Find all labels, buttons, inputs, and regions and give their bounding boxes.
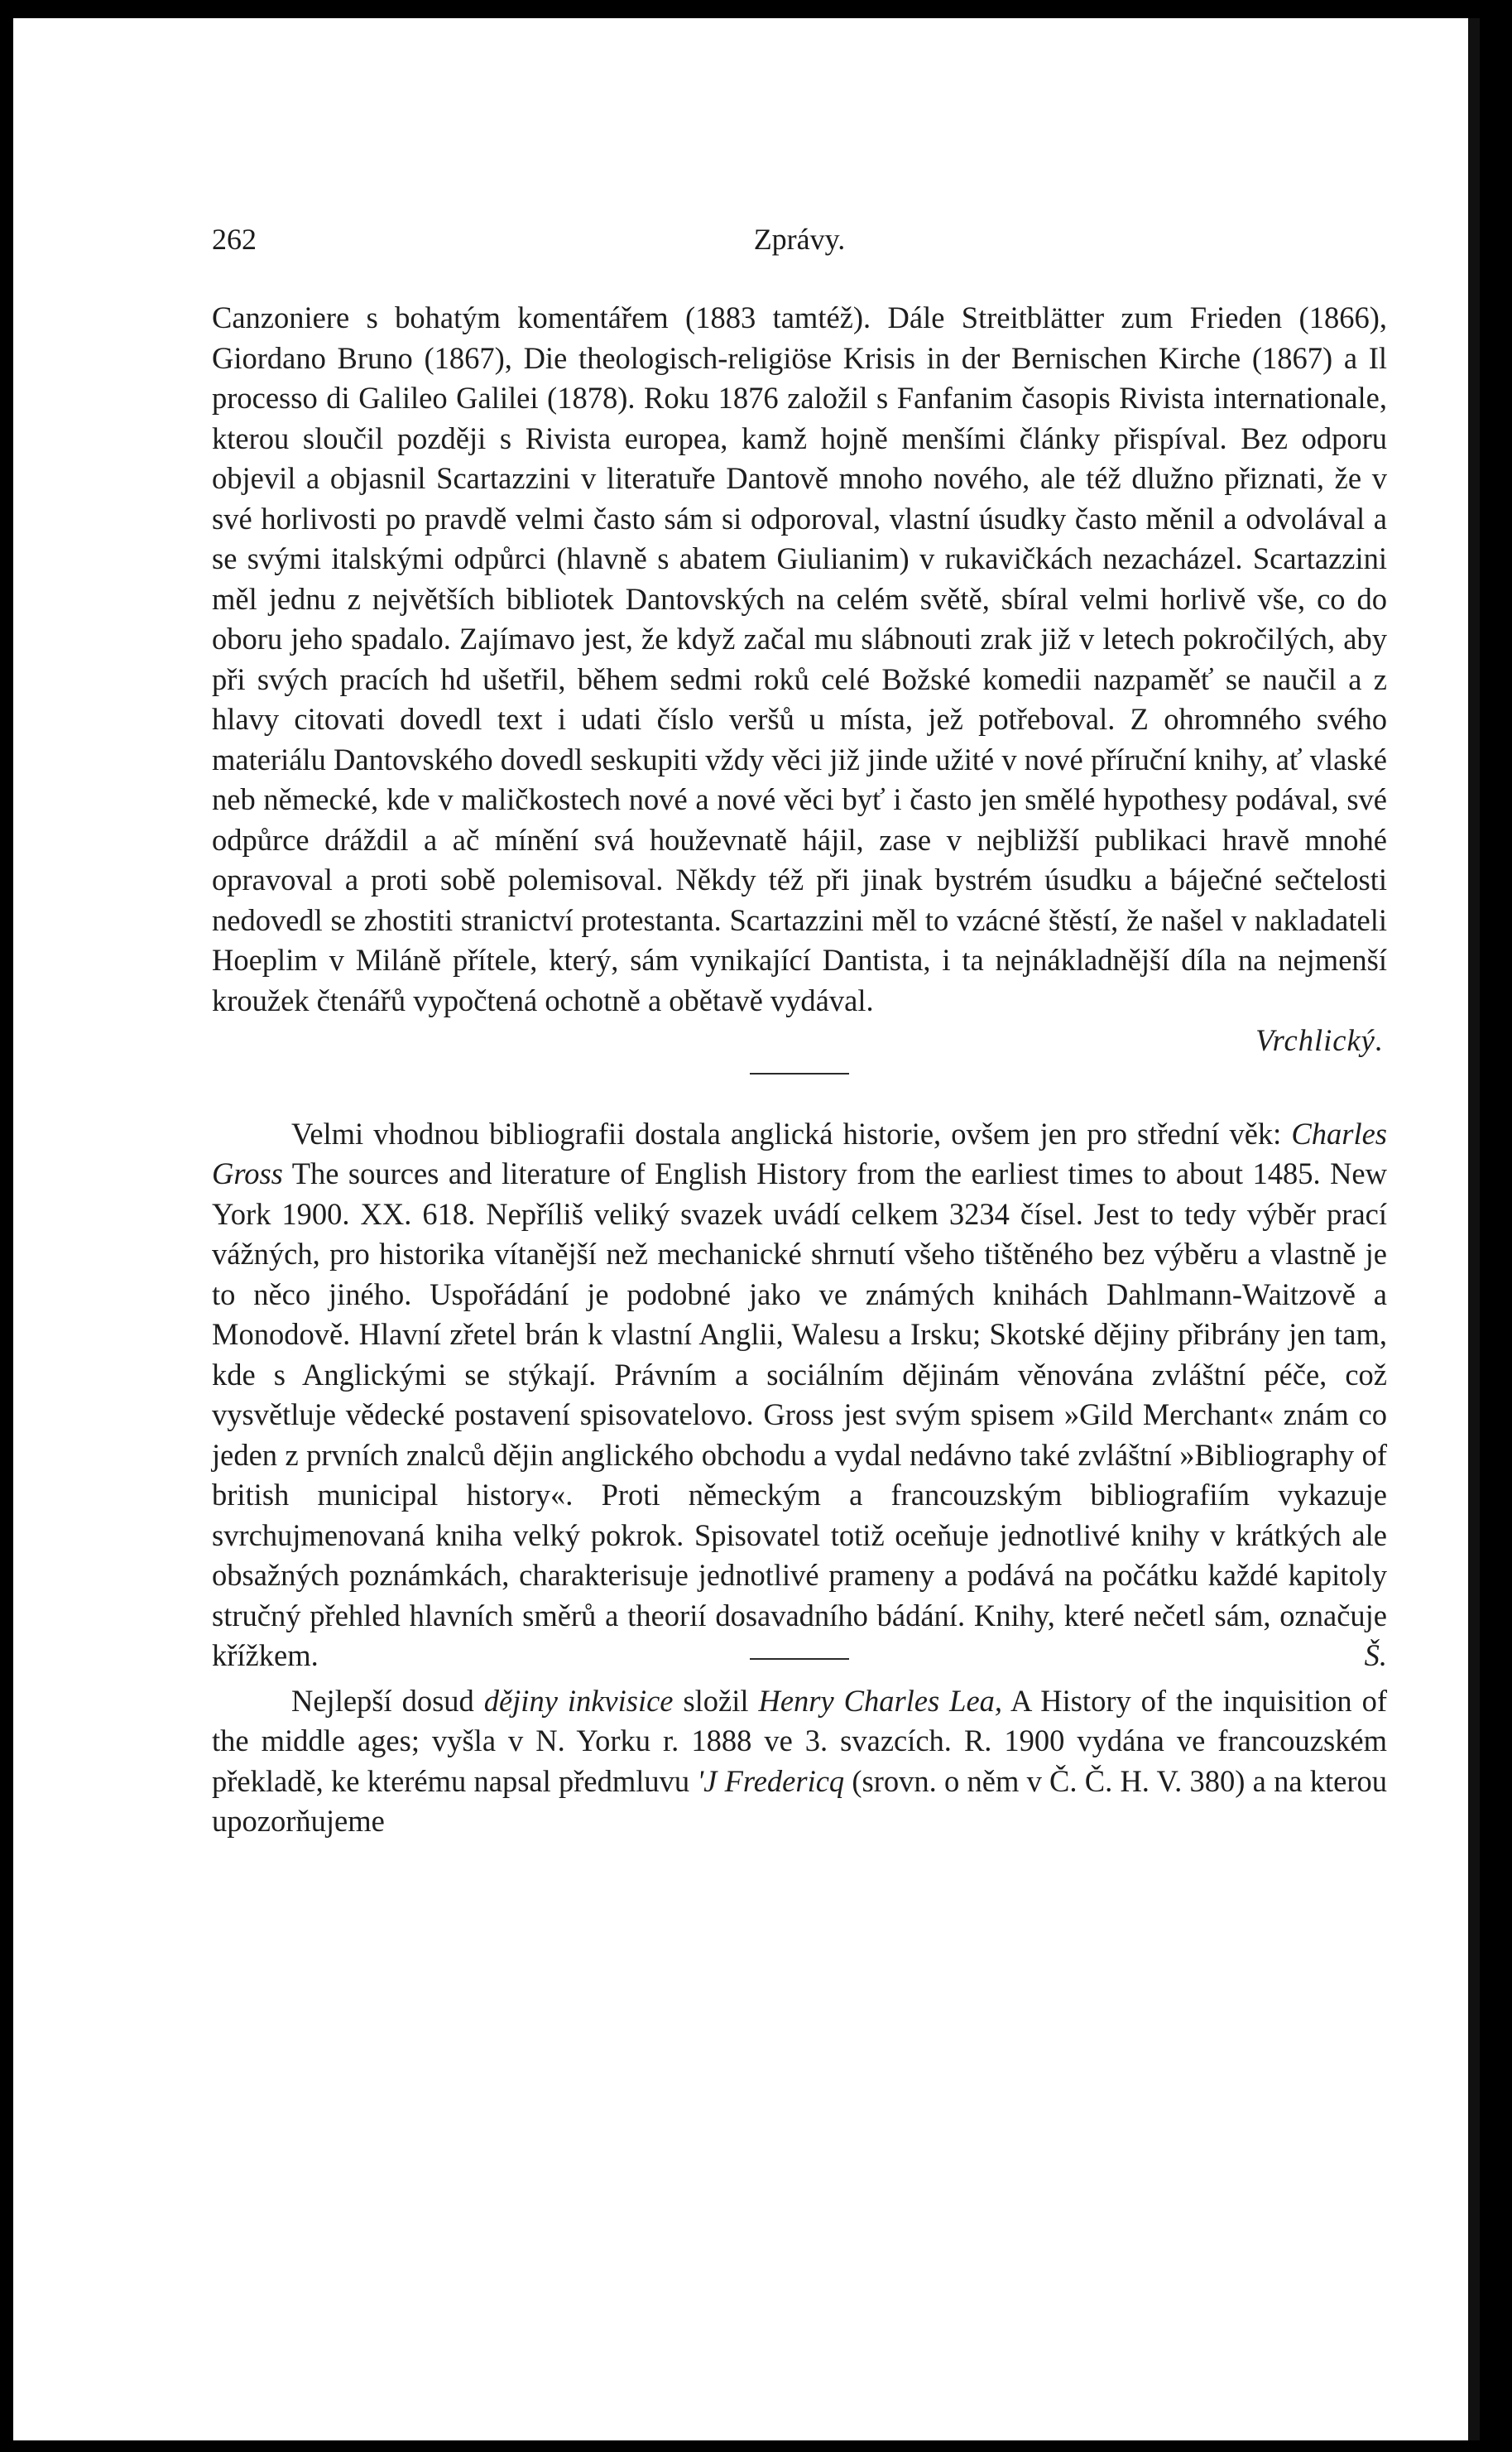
- page-number: 262: [212, 223, 257, 256]
- gross-text-before: Velmi vhodnou bibliografii dostala anglická historie, ovšem jen pro střední věk:: [291, 1116, 1292, 1151]
- paragraph-scartazzini: Canzoniere s bohatým komentářem (1883 tamtéž). Dále Streitblätter zum Frieden (1866), Giordano Bruno (1867), Die theologisch-religiöse Krisis in der Bernischen Kirche (1867) a Il processo di Galileo Galilei (1878). Roku 1876 založil s Fanfanim časopis Rivista internationale, kterou sloučil později s Rivista europea, kamž hojně menšími články přispíval. Bez odporu objevil a objasnil Scartazzini v literatuře Dantově mnoho nového, ale též dlužno přiznati, že v své horlivosti po pravdě velmi často sám si odporoval, vlastní úsudky často měnil a odvolával a se svými italskými odpůrci (hlavně s abatem Giulianim) v rukavičkách nezacházel. Scartazzini měl jednu z největších bibliotek Dantovských na celém světě, sbíral velmi horlivě vše, co do oboru jeho spadalo. Zajímavo jest, že když začal mu slábnouti zrak již v letech pokročilých, aby při svých pracích hd ušetřil, během sedmi roků celé Božské komedii nazpaměť se naučil a z hlavy citovati dovedl text i udati číslo veršů u místa, jež potřeboval. Z ohromného svého materiálu Dantovského dovedl seskupiti vždy věci již jinde užité v nové příruční knihy, ať vlaské neb německé, kde v maličkostech nové a nové věci byť i často jen smělé hypothesy podával, své odpůrce dráždil a ač mínění svá houževnatě hájil, zase v nejbližší publikaci hravě mnohé opravoval a proti sobě polemisoval. Někdy též při jinak bystrém úsudku a báječné sečtelosti nedovedl se zhostiti stranictví protestanta. Scartazzini měl to vzácné štěstí, že našel v nakladateli Hoeplim v Miláně přítele, který, sám vynikající Dantista, i ta nejnákladnější díla na nejmenší kroužek čtenářů vypočtená ochotně a obětavě vydával.: [212, 300, 1387, 1017]
- page-body: [212, 298, 1387, 1842]
- author-charles-gross: Charles Gross: [212, 1116, 1387, 1190]
- author-henry-charles-lea: Henry Charles Lea,: [758, 1683, 1003, 1718]
- inquisition-text-2: složil: [673, 1683, 759, 1718]
- section-divider: [750, 1658, 849, 1660]
- inquisition-text-1: Nejlepší dosud: [291, 1683, 484, 1718]
- inquisition-text-4: (srovn. o něm v Č. Č. H. V. 380) a na kterou upozorňujeme: [212, 1763, 1387, 1838]
- signature-vrchlicky: Vrchlický.: [1255, 1023, 1384, 1057]
- title-dejiny-inkvisice: dějiny inkvisice: [483, 1683, 674, 1718]
- running-title: Zprávy.: [753, 223, 846, 256]
- signature-s: Š.: [1364, 1638, 1387, 1672]
- signature-line: [212, 1021, 1387, 1061]
- page-header: [212, 222, 1387, 272]
- book-page: [13, 18, 1480, 2440]
- paragraph-inquisition: [212, 1681, 1387, 1842]
- gross-text-after: The sources and literature of English History from the earliest times to about 1485. New York 1900. XX. 618. Nepříliš veliký svazek uvádí celkem 3234 čísel. Jest to tedy výběr prací vážných, pro historika vítanější než mechanické shrnutí všeho tištěného bez výběru a vlastně je to něco jiného. Uspořádání je podobné jako ve známých knihách Dahlmann-Waitzově a Monodově. Hlavní zřetel brán k vlastní Anglii, Walesu a Irsku; Skotské dějiny přibrány jen tam, kde s Anglickými se stýkají. Právním a sociálním dějinám věnována zvláštní péče, což vysvětluje vědecké postavení spisovatelovo. Gross jest svým spisem »Gild Merchant« znám co jeden z prvních znalců dějin anglického obchodu a vydal nedávno také zvláštní »Bibliography of british municipal history«. Proti německým a francouzským bibliografiím vykazuje svrchujmenovaná kniha velký pokrok. Spisovatel totiž oceňuje jednotlivé knihy v krátkých ale obsažných poznámkách, charakterisuje jednotlivé prameny a podává na počátku každé kapitoly stručný přehled hlavních směrů a theorií dosavadního bádání. Knihy, které nečetl sám, označuje křížkem.: [212, 1156, 1387, 1672]
- author-fredericq: 'J Fredericq: [697, 1763, 845, 1798]
- inquisition-text-3: A History of the inquisition of the middle ages; vyšla v N. Yorku r. 1888 ve 3. svazcích. R. 1900 vydána ve francouzském překladě, ke kterému napsal předmluvu: [212, 1683, 1388, 1798]
- paragraph-gross-bibliography: [212, 1114, 1387, 1676]
- section-divider: [750, 1073, 849, 1075]
- page-edge-shadow: [1468, 18, 1480, 2440]
